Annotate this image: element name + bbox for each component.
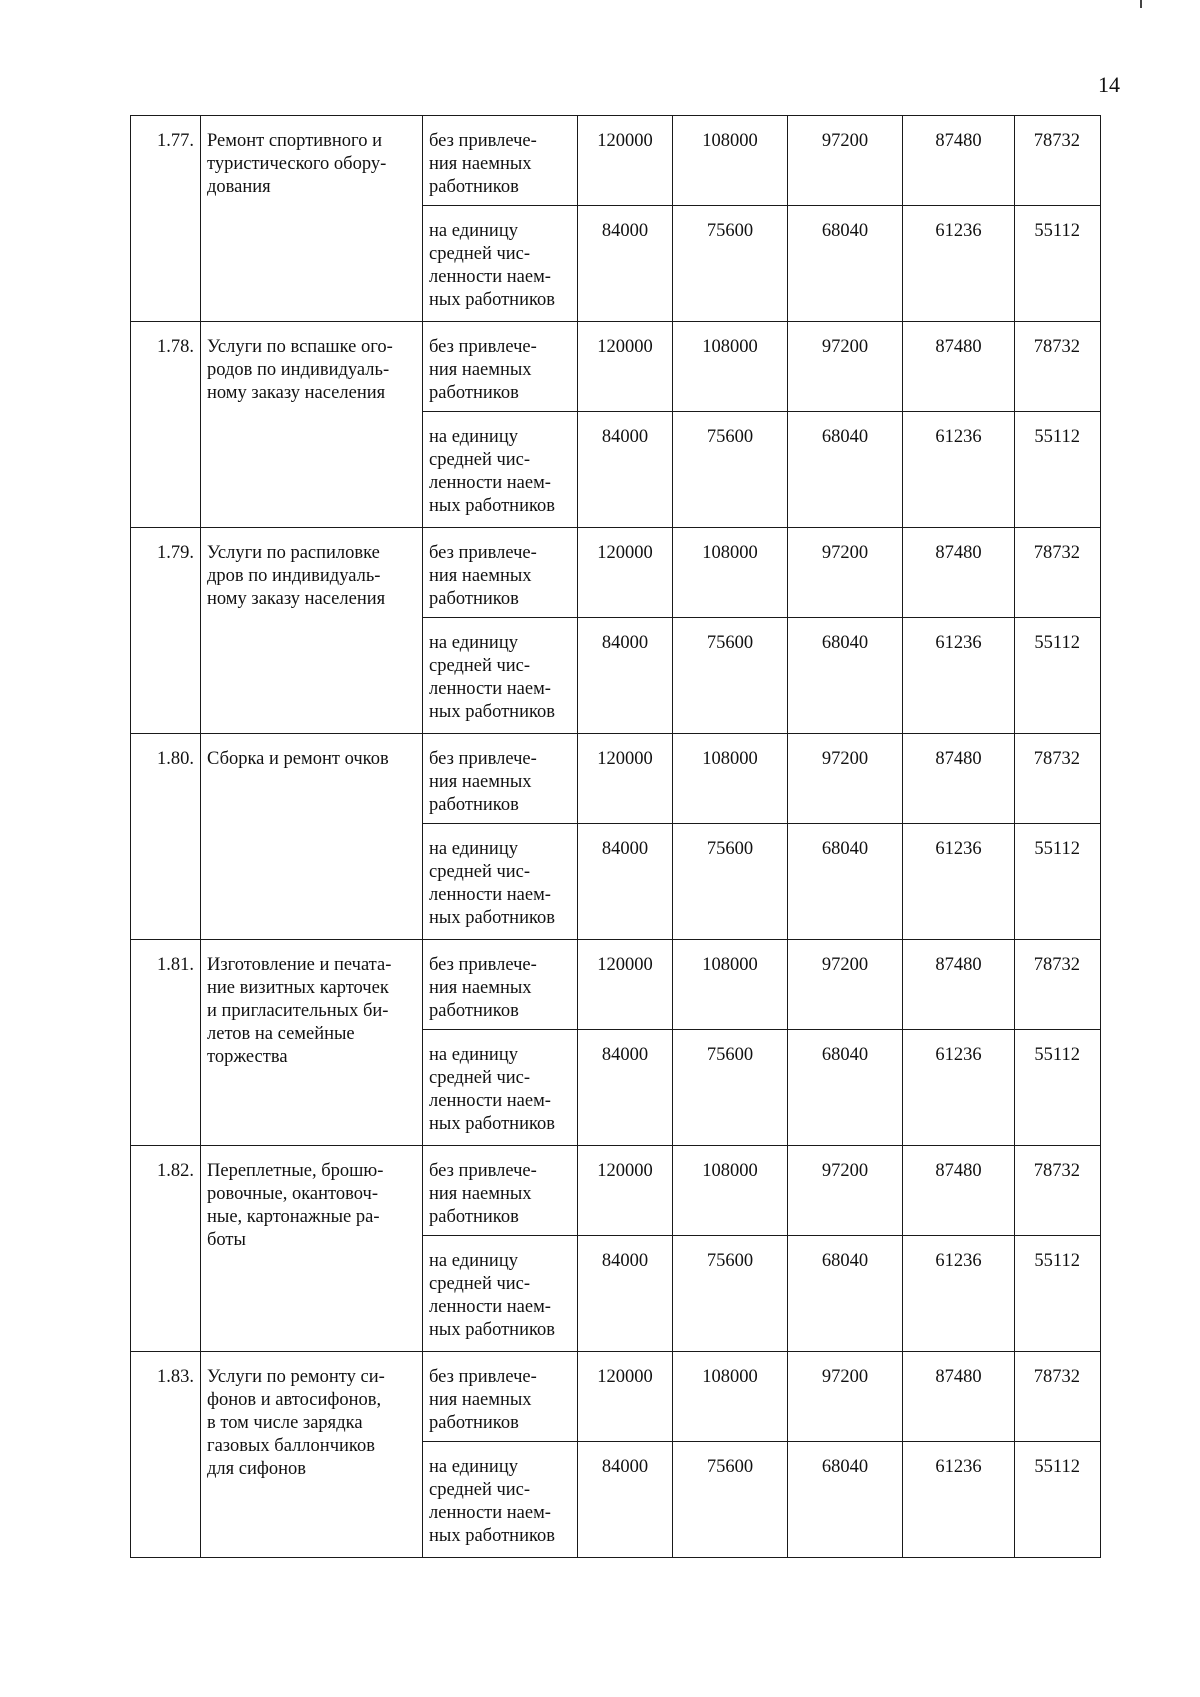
service-name-line: Переплетные, брошю- [207,1161,384,1181]
tariff-value: 61236 [903,1236,1015,1352]
calculation-basis [423,1442,578,1558]
tariff-value: 87480 [903,1352,1015,1442]
tariff-value: 120000 [578,1352,673,1442]
calculation-basis-line: средней чис- [429,1480,531,1500]
tariff-value: 97200 [788,940,903,1030]
tariff-value: 78732 [1015,528,1101,618]
tariff-value: 108000 [673,734,788,824]
calculation-basis-line: ленности наем- [429,1503,551,1523]
tariff-value: 84000 [578,206,673,322]
calculation-basis-line: ных работников [429,908,556,928]
tariff-value: 97200 [788,322,903,412]
calculation-basis-line: ния наемных [429,978,532,998]
service-name [201,940,423,1146]
calculation-basis-line: средней чис- [429,244,531,264]
table-row [131,1146,1101,1236]
tariff-value: 120000 [578,940,673,1030]
service-name-line: Ремонт спортивного и [207,131,382,151]
service-name-line: фонов и автосифонов, [207,1390,382,1410]
calculation-basis-line: ных работников [429,1320,556,1340]
calculation-basis-line: без привлече- [429,955,537,975]
tariff-value: 75600 [673,1442,788,1558]
calculation-basis [423,116,578,206]
calculation-basis-line: ния наемных [429,154,532,174]
table-row [131,528,1101,618]
tariff-value: 120000 [578,322,673,412]
calculation-basis-line: ленности наем- [429,267,551,287]
tariff-value: 68040 [788,206,903,322]
tariff-value: 61236 [903,206,1015,322]
tariff-value: 108000 [673,940,788,1030]
tariff-value: 97200 [788,1352,903,1442]
service-name-line: ные, картонажные ра- [207,1207,380,1227]
tariff-value: 55112 [1015,824,1101,940]
calculation-basis-line: ленности наем- [429,473,551,493]
service-name-line: ние визитных карточек [207,978,389,998]
item-number: 1.81. [131,940,201,1146]
tariff-value: 97200 [788,734,903,824]
calculation-basis-line: ных работников [429,1526,556,1546]
calculation-basis-line: ния наемных [429,772,532,792]
service-name-line: Сборка и ремонт очков [207,749,389,769]
tariff-value: 75600 [673,1030,788,1146]
tariff-value: 84000 [578,1030,673,1146]
service-name-line: Услуги по распиловке [207,543,380,563]
tariff-value: 55112 [1015,1236,1101,1352]
tariff-value: 55112 [1015,206,1101,322]
calculation-basis-line: на единицу [429,221,518,241]
calculation-basis-line: работников [429,1001,519,1021]
calculation-basis-line: ных работников [429,702,556,722]
calculation-basis [423,618,578,734]
calculation-basis-line: без привлече- [429,543,537,563]
calculation-basis-line: на единицу [429,1251,518,1271]
tariff-value: 87480 [903,322,1015,412]
tariff-value: 68040 [788,412,903,528]
tariff-value: 68040 [788,1236,903,1352]
tariff-value: 120000 [578,116,673,206]
tariff-value: 87480 [903,940,1015,1030]
table-row [131,734,1101,824]
calculation-basis-line: без привлече- [429,131,537,151]
tariff-value: 78732 [1015,940,1101,1030]
item-number: 1.79. [131,528,201,734]
service-name-line: газовых баллончиков [207,1436,375,1456]
calculation-basis [423,322,578,412]
tariff-value: 120000 [578,528,673,618]
tariff-value: 87480 [903,528,1015,618]
calculation-basis-line: на единицу [429,839,518,859]
calculation-basis [423,412,578,528]
service-name [201,1146,423,1352]
tariff-value: 97200 [788,116,903,206]
tariff-value: 75600 [673,1236,788,1352]
tariff-value: 84000 [578,618,673,734]
tariff-value: 75600 [673,824,788,940]
service-name [201,322,423,528]
tariff-value: 61236 [903,618,1015,734]
item-number: 1.83. [131,1352,201,1558]
calculation-basis [423,1352,578,1442]
tariff-value: 75600 [673,206,788,322]
tariff-value: 61236 [903,824,1015,940]
tariff-value: 97200 [788,1146,903,1236]
tariff-value: 55112 [1015,412,1101,528]
tariff-value: 68040 [788,824,903,940]
table-row [131,1352,1101,1442]
tariff-value: 108000 [673,1352,788,1442]
calculation-basis-line: на единицу [429,1457,518,1477]
calculation-basis-line: на единицу [429,427,518,447]
service-name-line: торжества [207,1047,288,1067]
tariff-value: 68040 [788,1442,903,1558]
tariff-value: 75600 [673,412,788,528]
calculation-basis [423,1146,578,1236]
calculation-basis-line: на единицу [429,633,518,653]
calculation-basis-line: средней чис- [429,450,531,470]
service-name-line: туристического обору- [207,154,387,174]
calculation-basis [423,734,578,824]
tariff-value: 120000 [578,734,673,824]
tariff-value: 61236 [903,1030,1015,1146]
calculation-basis-line: ленности наем- [429,1091,551,1111]
tariff-value: 84000 [578,412,673,528]
service-name-line: Услуги по вспашке ого- [207,337,393,357]
service-name [201,528,423,734]
tariff-value: 108000 [673,116,788,206]
item-number: 1.82. [131,1146,201,1352]
tariff-value: 61236 [903,1442,1015,1558]
calculation-basis-line: работников [429,383,519,403]
service-name-line: ному заказу населения [207,383,386,403]
tariff-value: 84000 [578,1236,673,1352]
calculation-basis-line: средней чис- [429,656,531,676]
calculation-basis-line: работников [429,589,519,609]
calculation-basis-line: ленности наем- [429,679,551,699]
calculation-basis-line: без привлече- [429,1367,537,1387]
page-number: 14 [1098,72,1120,97]
calculation-basis-line: работников [429,1207,519,1227]
calculation-basis-line: средней чис- [429,1068,531,1088]
calculation-basis [423,528,578,618]
tariff-value: 97200 [788,528,903,618]
service-name [201,1352,423,1558]
service-name-line: ровочные, окантовоч- [207,1184,378,1204]
calculation-basis-line: ния наемных [429,566,532,586]
tariff-value: 55112 [1015,1030,1101,1146]
tariff-value: 78732 [1015,116,1101,206]
service-name-line: в том числе зарядка [207,1413,363,1433]
tariff-value: 84000 [578,824,673,940]
tariff-value: 78732 [1015,1146,1101,1236]
tariff-value: 120000 [578,1146,673,1236]
calculation-basis-line: ния наемных [429,360,532,380]
tariff-table [130,115,1101,1558]
calculation-basis-line: ния наемных [429,1184,532,1204]
calculation-basis-line: без привлече- [429,749,537,769]
scan-edge-mark [1140,0,1142,8]
item-number: 1.78. [131,322,201,528]
service-name-line: боты [207,1230,246,1250]
service-name-line: Услуги по ремонту си- [207,1367,385,1387]
calculation-basis-line: работников [429,177,519,197]
calculation-basis [423,824,578,940]
calculation-basis-line: ных работников [429,1114,556,1134]
item-number: 1.80. [131,734,201,940]
service-name-line: дров по индивидуаль- [207,566,381,586]
calculation-basis-line: средней чис- [429,1274,531,1294]
service-name-line: летов на семейные [207,1024,355,1044]
tariff-value: 87480 [903,734,1015,824]
calculation-basis-line: без привлече- [429,337,537,357]
tariff-value: 68040 [788,618,903,734]
calculation-basis [423,1236,578,1352]
calculation-basis [423,940,578,1030]
tariff-value: 87480 [903,1146,1015,1236]
tariff-value: 108000 [673,528,788,618]
tariff-value: 68040 [788,1030,903,1146]
tariff-value: 78732 [1015,1352,1101,1442]
tariff-value: 78732 [1015,322,1101,412]
table-row [131,940,1101,1030]
service-name [201,116,423,322]
tariff-value: 55112 [1015,1442,1101,1558]
calculation-basis-line: средней чис- [429,862,531,882]
service-name-line: дования [207,177,271,197]
service-name-line: родов по индивидуаль- [207,360,390,380]
calculation-basis-line: без привлече- [429,1161,537,1181]
calculation-basis-line: ния наемных [429,1390,532,1410]
calculation-basis-line: работников [429,1413,519,1433]
tariff-value: 108000 [673,322,788,412]
tariff-value: 78732 [1015,734,1101,824]
calculation-basis-line: ных работников [429,290,556,310]
service-name-line: Изготовление и печата- [207,955,392,975]
calculation-basis-line: ленности наем- [429,1297,551,1317]
calculation-basis [423,1030,578,1146]
tariff-value: 87480 [903,116,1015,206]
service-name-line: для сифонов [207,1459,307,1479]
calculation-basis-line: ных работников [429,496,556,516]
tariff-value: 61236 [903,412,1015,528]
calculation-basis-line: ленности наем- [429,885,551,905]
tariff-value: 75600 [673,618,788,734]
service-name-line: и пригласительных би- [207,1001,389,1021]
table-row [131,116,1101,206]
service-name-line: ному заказу населения [207,589,386,609]
tariff-value: 55112 [1015,618,1101,734]
calculation-basis [423,206,578,322]
item-number: 1.77. [131,116,201,322]
table-body [131,116,1101,1558]
calculation-basis-line: работников [429,795,519,815]
tariff-value: 84000 [578,1442,673,1558]
tariff-value: 108000 [673,1146,788,1236]
table-row [131,322,1101,412]
calculation-basis-line: на единицу [429,1045,518,1065]
service-name [201,734,423,940]
